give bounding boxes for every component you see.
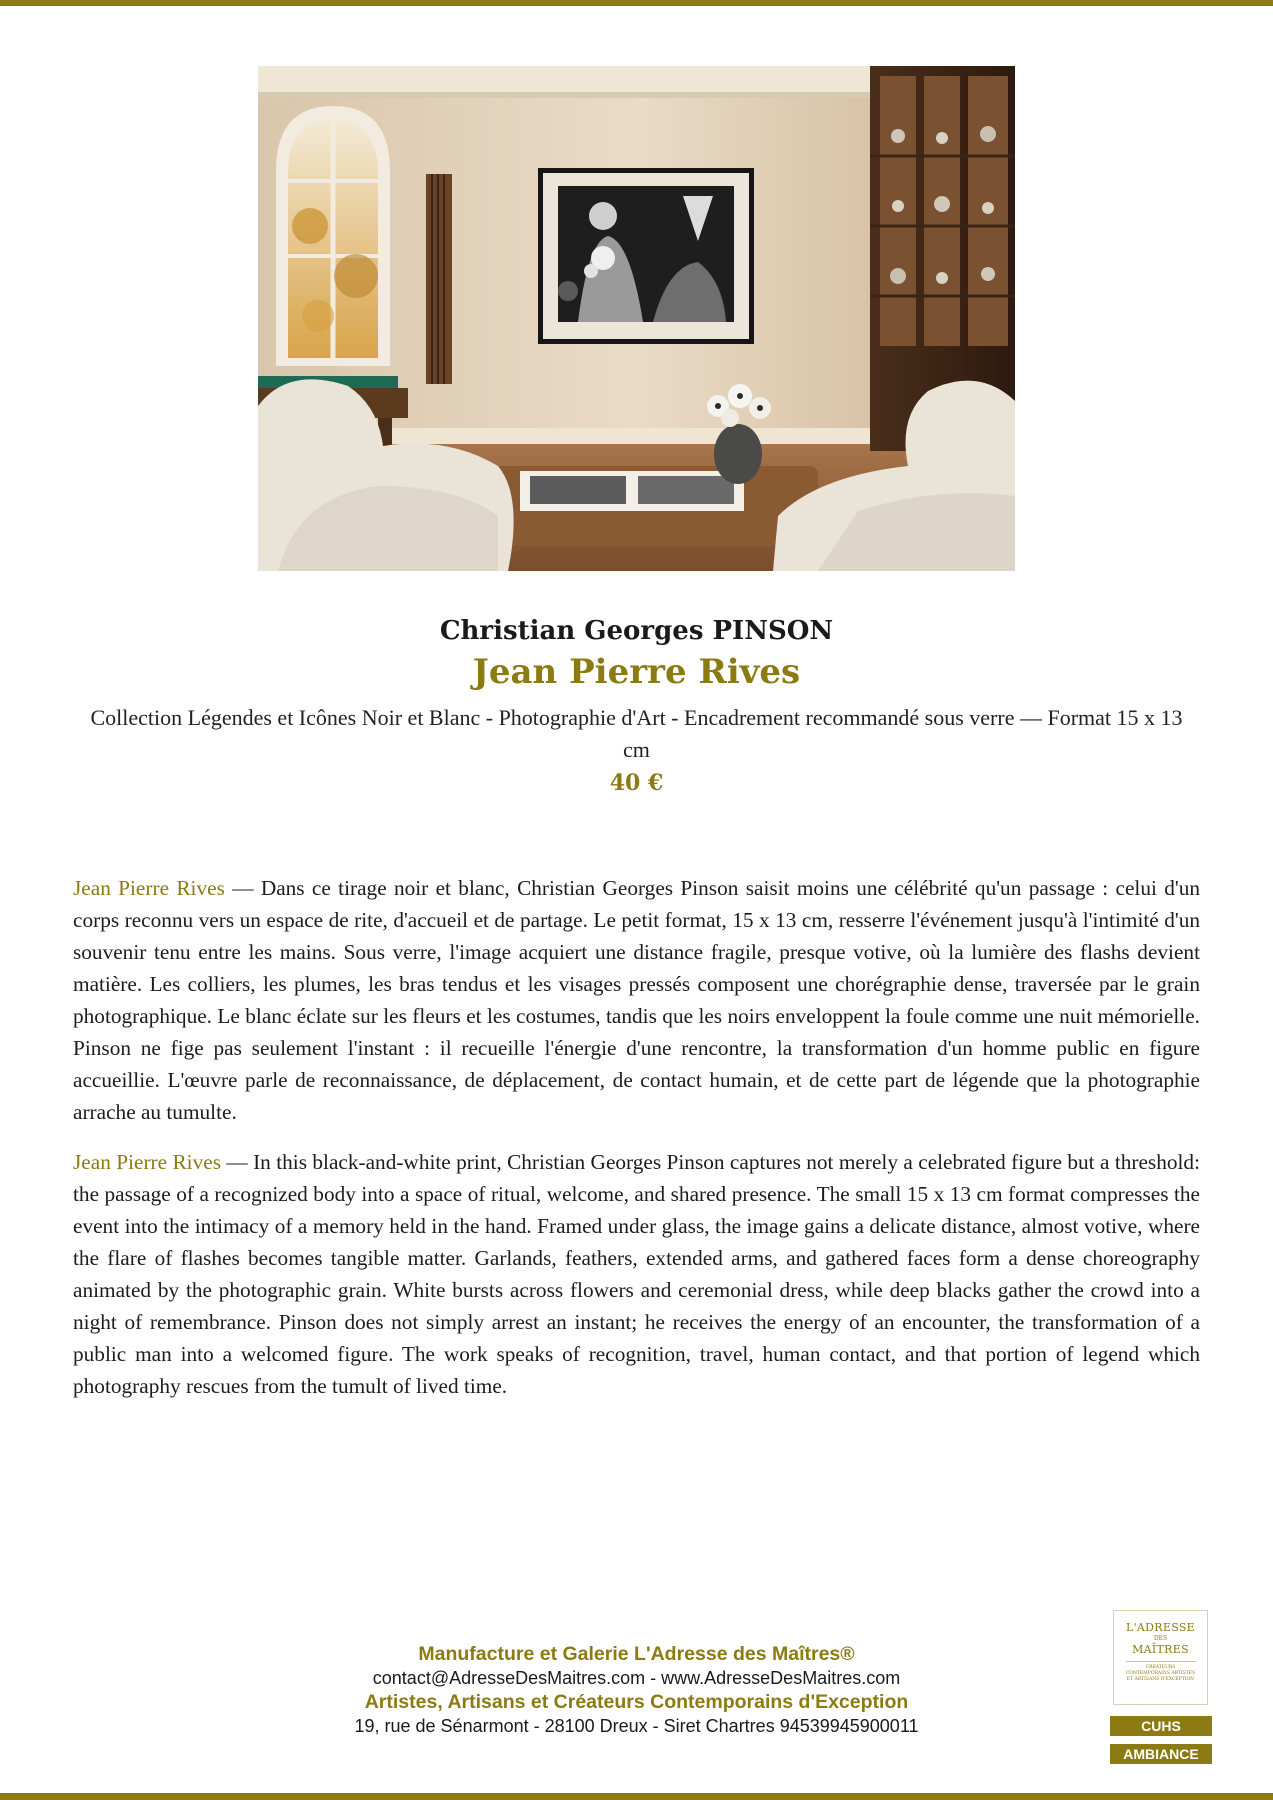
badge-cuhs: CUHS: [1110, 1716, 1212, 1736]
logo-line-4: CRÉATEURS CONTEMPORAINS ARTISTES ET ARTISANS D'EXCEPTION: [1125, 1665, 1196, 1682]
product-header: [60, 612, 1213, 798]
description-fr: [73, 872, 1200, 1128]
gallery-contact: contact@AdresseDesMaitres.com - www.AdresseDesMaitres.com: [372, 1668, 901, 1688]
description-body: [73, 872, 1200, 1420]
logo-line-2: DES: [1153, 1635, 1168, 1642]
description-en: [73, 1146, 1200, 1402]
gallery-name: Manufacture et Galerie L'Adresse des Maîtres®: [418, 1643, 855, 1665]
description-en-text: — In this black-and-white print, Christian Georges Pinson captures not merely a celebrated figure but a threshold: the passage of a recognized body into a space of ritual, welcome, and shared presence. The small 15 x 13 cm format compresses the event into the intimacy of a memory held in the hand. Framed under glass, the image gains a delicate distance, almost votive, where the flare of flashes becomes tangible matter. Garlands, feathers, extended arms, and gathered faces form a dense choreography animated by the photographic grain. White bursts across flowers and ceremonial dress, while deep blacks gather the crowd into a night of remembrance. Pinson does not simply arrest an instant; he receives the energy of an encounter, the transformation of a public man into a welcomed figure. The work speaks of recognition, travel, human contact, and that portion of legend which photography rescues from the tumult of lived time.: [73, 1150, 1200, 1398]
description-en-lead: Jean Pierre Rives: [73, 1150, 221, 1174]
badge-ambiance: AMBIANCE: [1110, 1744, 1212, 1764]
logo-line-1: L'ADRESSE: [1125, 1621, 1195, 1634]
bottom-accent-bar: [0, 1793, 1273, 1800]
description-fr-lead: Jean Pierre Rives: [73, 876, 225, 900]
room-interior-image: [258, 66, 1015, 571]
logo-line-3: MAÎTRES: [1132, 1643, 1189, 1656]
top-accent-bar: [0, 0, 1273, 6]
artist-name: Christian Georges PINSON: [439, 616, 834, 646]
gallery-tagline: Artistes, Artisans et Créateurs Contemporains d'Exception: [364, 1691, 909, 1713]
description-fr-text: — Dans ce tirage noir et blanc, Christian Georges Pinson saisit moins une célébrité qu'un passage : celui d'un corps reconnu vers un espace de rite, d'accueil et de partage. Le petit format, 15 x 13 cm, resserre l'événement jusqu'à l'intimité d'un souvenir tenu entre les mains. Sous verre, l'image acquiert une distance fragile, presque votive, où la lumière des flashs devient matière. Les colliers, les plumes, les bras tendus et les visages pressés composent une chorégraphie dense, traversée par le grain photographique. Le blanc éclate sur les fleurs et les costumes, tandis que les noirs enveloppent la foule comme une nuit mémorielle. Pinson ne fige pas seulement l'instant : il recueille l'énergie d'une rencontre, la transformation d'un homme public en figure accueillie. L'œuvre parle de reconnaissance, de déplacement, de contact humain, et de cette part de légende que la photographie arrache au tumulte.: [73, 876, 1200, 1124]
price: 40 €: [609, 770, 664, 796]
product-subtitle: Collection Légendes et Icônes Noir et Blanc - Photographie d'Art - Encadrement recommandé sous verre — Format 15 x 13 cm: [90, 705, 1183, 762]
gallery-logo: [1113, 1610, 1208, 1705]
gallery-footer: [230, 1641, 1043, 1737]
gallery-address: 19, rue de Sénarmont - 28100 Dreux - Siret Chartres 94539945900011: [354, 1716, 919, 1736]
logo-divider: [1126, 1661, 1196, 1662]
work-title: Jean Pierre Rives: [472, 652, 801, 692]
